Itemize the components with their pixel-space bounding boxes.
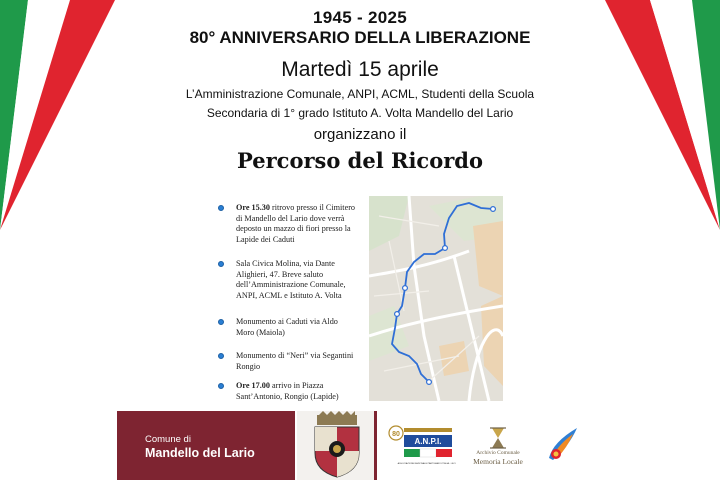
organize-text: organizzano il [313,126,407,143]
stop-text: arrivo in Piazza Sant’Antonio, Rongio (Lapide) [236,381,339,401]
archivio-line-1: Archivio Comunale [476,450,520,456]
anniversary-heading: 80° ANNIVERSARIO DELLA LIBERAZIONE [189,28,531,47]
archivio-line-2: Memoria Locale [473,457,523,466]
archivio-memoria-logo [468,426,528,466]
anpi-subtitle: ASSOCIAZIONE NAZIONALE PARTIGIANI D'ITALIA - LECCO [397,463,456,465]
stop-time: Ore 15.30 [236,203,270,212]
pin-icon [218,261,224,267]
pin-icon [218,205,224,211]
comune-crest-box [297,411,377,480]
route-map [369,196,503,401]
comune-banner [117,411,295,480]
comune-di-label: Comune di [145,434,191,445]
comune-name: Mandello del Lario [145,446,255,460]
route-map-graphic [369,196,503,401]
stop-time: Ore 17.00 [236,381,270,390]
pin-icon [218,319,224,325]
school-logo [543,424,583,464]
comet-icon [543,424,583,464]
pin-icon [218,353,224,359]
crest-icon [297,411,377,480]
organizers-line-1: L’Amministrazione Comunale, ANPI, ACML, Studenti della Scuola [185,87,535,101]
anpi-label: A.N.P.I. [414,437,442,446]
pin-icon [218,383,224,389]
years-heading: 1945 - 2025 [312,8,408,27]
organizers-line-2: Secondaria di 1° grado Istituto A. Volta Mandello del Lario [206,106,514,120]
event-title: Percorso del Ricordo [237,148,483,173]
stop-text: ritrovo presso il Cimitero di Mandello del Lario dove verrà deposto un mazzo di fiori presso la Lapide dei Caduti [236,203,356,244]
event-header [0,8,720,173]
hourglass-icon [468,426,528,450]
stop-text: Monumento di “Neri” via Segantini Rongio [236,351,354,371]
anpi-logo [388,424,456,470]
event-date: Martedì 15 aprile [281,58,439,81]
stop-text: Sala Civica Molina, via Dante Alighieri, 47. Breve saluto dell’Amministrazione Comunale, ANPI, ACML e Istituto A. Volta [236,259,346,300]
stop-text: Monumento ai Caduti via Aldo Moro (Maiola) [236,317,338,337]
anpi-icon [388,424,456,470]
anpi-number: 80 [392,431,400,438]
